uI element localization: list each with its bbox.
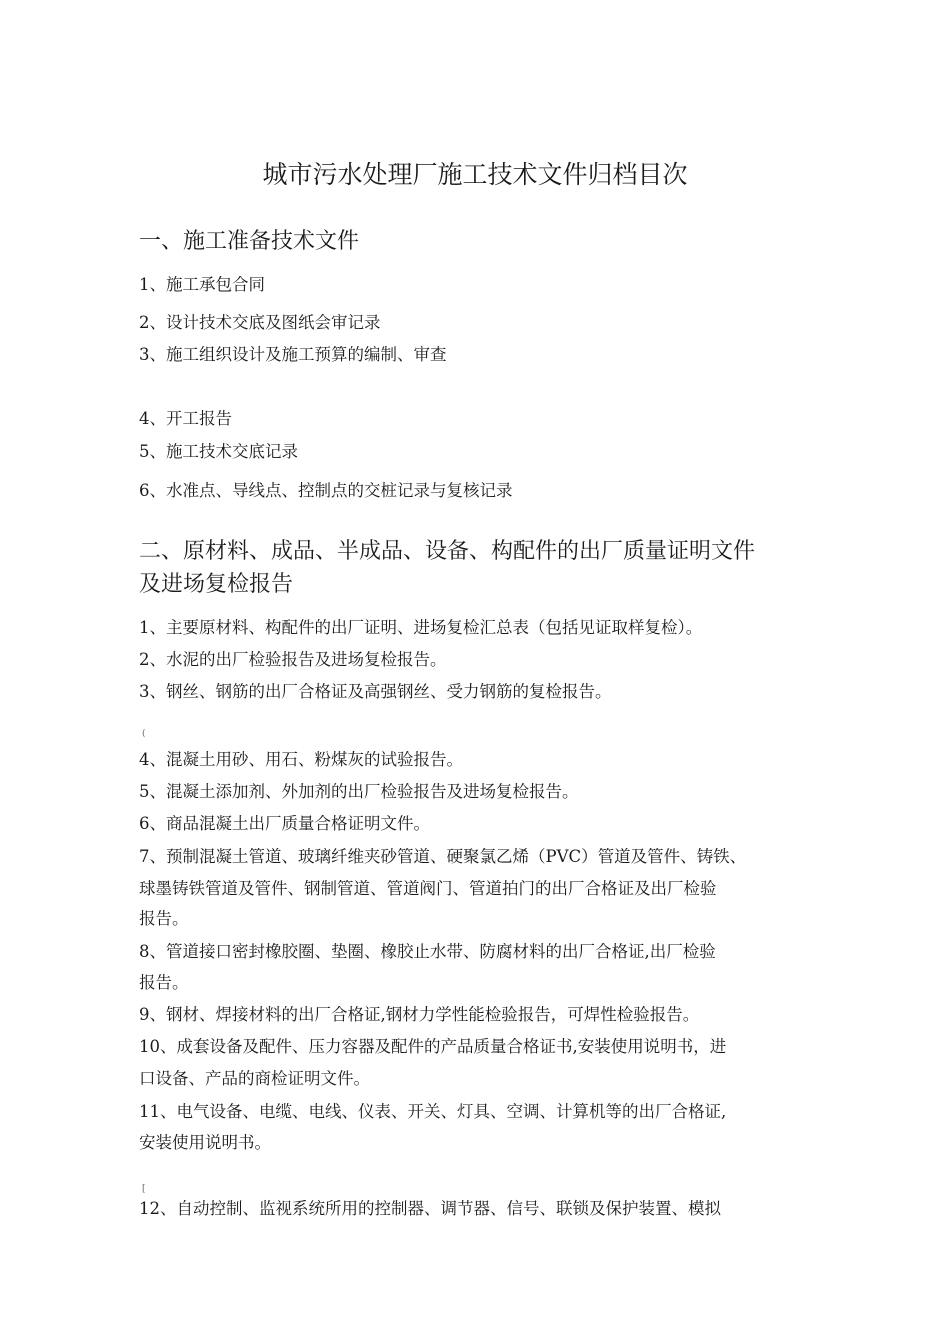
list-item: 2、设计技术交底及图纸会审记录 [139, 313, 381, 332]
list-item: 8、管道接口密封橡胶圈、垫圈、橡胶止水带、防腐材料的出厂合格证,出厂检验 [139, 942, 716, 961]
list-item: 11、电气设备、电缆、电线、仪表、开关、灯具、空调、计算机等的出厂合格证, [139, 1102, 727, 1121]
list-item: 6、商品混凝土出厂质量合格证明文件。 [139, 814, 430, 833]
document-title: 城市污水处理厂施工技术文件归档目次 [262, 160, 688, 189]
stray-mark: ( [142, 729, 146, 739]
list-item: 1、主要原材料、构配件的出厂证明、进场复检汇总表（包括见证取样复检）。 [139, 618, 703, 637]
list-item: 2、水泥的出厂检验报告及进场复检报告。 [139, 650, 447, 669]
section-2-heading-line2: 及进场复检报告 [139, 572, 294, 597]
list-item: 球墨铸铁管道及管件、钢制管道、管道阀门、管道拍门的出厂合格证及出厂检验 [139, 879, 717, 898]
list-item: 安装使用说明书。 [139, 1133, 271, 1152]
list-item: 5、混凝土添加剂、外加剂的出厂检验报告及进场复检报告。 [139, 782, 579, 801]
list-item: 1、施工承包合同 [139, 275, 265, 294]
list-item: 报告。 [139, 973, 189, 992]
list-item: 5、施工技术交底记录 [139, 442, 298, 461]
list-item: 6、水准点、导线点、控制点的交桩记录与复核记录 [139, 481, 513, 500]
list-item: 3、钢丝、钢筋的出厂合格证及高强钢丝、受力钢筋的复检报告。 [139, 682, 612, 701]
section-1-heading: 一、施工准备技术文件 [139, 229, 360, 254]
list-item: 报告。 [139, 909, 189, 928]
list-item: 10、成套设备及配件、压力容器及配件的产品质量合格证书,安装使用说明书，进 [139, 1037, 727, 1056]
list-item: 4、混凝土用砂、用石、粉煤灰的试验报告。 [139, 750, 463, 769]
section-2-heading-line1: 二、原材料、成品、半成品、设备、构配件的出厂质量证明文件 [139, 539, 756, 564]
list-item: 4、开工报告 [139, 409, 232, 428]
list-item: 12、自动控制、监视系统所用的控制器、调节器、信号、联锁及保护装置、模拟 [139, 1199, 721, 1218]
list-item: 3、施工组织设计及施工预算的编制、审查 [139, 345, 447, 364]
list-item: 口设备、产品的商检证明文件。 [139, 1069, 370, 1088]
list-item: 7、预制混凝土管道、玻璃纤维夹砂管道、硬聚氯乙烯（PVC）管道及管件、铸铁、 [139, 847, 747, 866]
list-item: 9、钢材、焊接材料的出厂合格证,钢材力学性能检验报告，可焊性检验报告。 [139, 1005, 700, 1024]
stray-mark: [ [142, 1184, 146, 1194]
